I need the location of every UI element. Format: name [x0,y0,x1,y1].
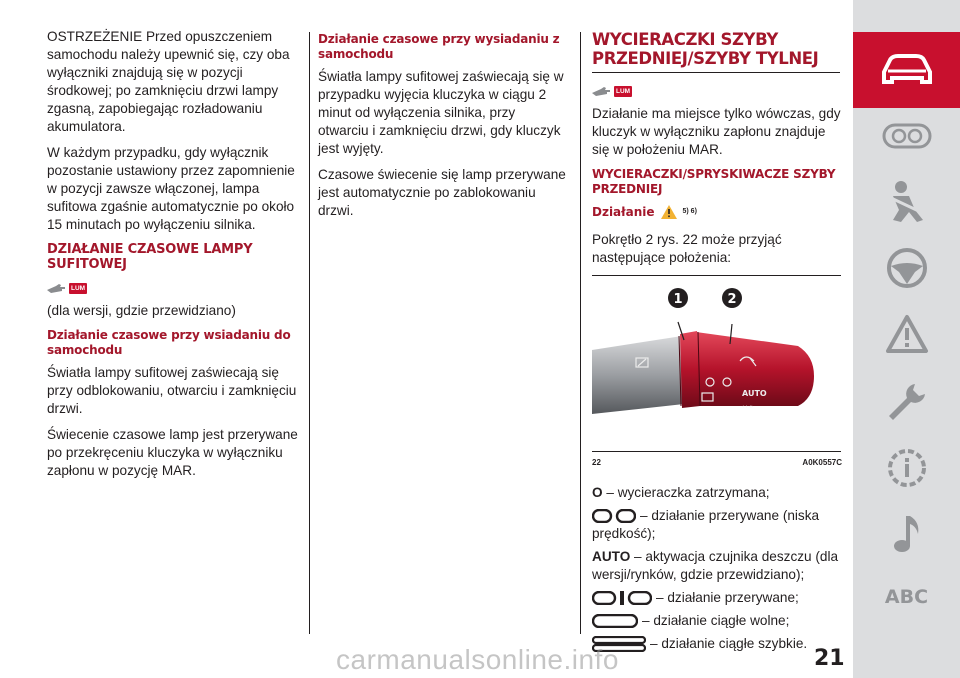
fast-text: – działanie ciągłe szybkie. [650,636,808,651]
warning-paragraph: OSTRZEŻENIE Przed opuszczeniem samochodu należy upewnić się, czy oba wyłączniki znajdują się w pozycji środkowej; po zamknięciu drzwi lampy zgasną, zapobiegając rozładowaniu akumulatora. [47,29,290,134]
subheading-entering: Działanie czasowe przy wsiadaniu do samochodu [47,328,291,357]
section-heading-timed-light: DZIAŁANIE CZASOWE LAMPY SUFITOWEJ [47,242,253,272]
speed-marks: ‹ › ‹› [742,404,754,410]
interval-low-speed-icon [592,509,636,523]
figure-number: 22 [592,458,601,467]
position-auto [592,548,842,584]
warning-triangle-icon [885,314,929,354]
wiper-stalk-illustration [592,276,841,451]
sidebar-item-driving[interactable] [853,246,960,290]
position-fast [592,635,842,653]
wiper-stalk-figure [592,275,841,452]
column-divider-2 [580,32,581,634]
dashboard-gauges-icon [882,123,932,149]
title-rule [592,72,840,73]
column-3 [592,30,842,658]
wrench-icon [885,380,929,424]
interval-icon [592,591,652,605]
auto-off-paragraph: W każdym przypadku, gdy wyłącznik pozostanie ustawiony przez zapomnienie w pozycji zawsze włączonej, lampa sufitowa zgaśnie automatycznie po około 15 minutach po wyłączeniu silnika. [47,145,295,232]
section-title-wipers: WYCIERACZKI SZYBY PRZEDNIEJ/SZYBY TYLNEJ [592,30,819,68]
music-note-icon [890,512,924,556]
warning-triangle-icon [661,205,677,219]
interval-low-text: – działanie przerywane (niska prędkość); [592,508,820,541]
sidebar-item-safety[interactable] [853,180,960,224]
position-auto-text: – aktywacja czujnika deszczu (dla wersji/rynków, gdzie przewidziano); [592,549,839,582]
continuous-slow-icon [592,614,638,628]
pointing-hand-icon [592,85,612,97]
warning-references: 5) 6) [682,208,697,215]
slow-text: – działanie ciągłe wolne; [642,613,790,628]
sidebar-item-dashboard[interactable] [853,123,960,149]
position-interval-low [592,507,842,543]
knob-positions-intro: Pokrętło 2 rys. 22 może przyjąć następujące położenia: [592,232,782,265]
pointing-hand-icon [47,282,67,294]
lum-badge: LUM [616,87,631,95]
operation-heading-row [592,203,842,221]
watermark: carmanualsonline.info [336,644,619,675]
operation-heading: Działanie [592,205,655,219]
entering-paragraph-1: Światła lampy sufitowej zaświecają się przy odblokowaniu, otwarciu i zamknięciu drzwi. [47,365,297,416]
subheading-exiting: Działanie czasowe przy wysiadaniu z samochodu [318,32,560,61]
callout-1: 1 [673,292,683,307]
sidebar-item-warnings[interactable] [853,314,960,354]
exiting-paragraph-1: Światła lampy sufitowej zaświecają się w przypadku wyjęcia kluczyka w ciągu 2 minut od wyłączenia silnika, przy otwarciu i zamknięciu drzwi, gdy kluczyk jest wyjęty. [318,69,564,156]
position-off-text: – wycieraczka zatrzymana; [606,485,770,500]
column-1 [47,28,301,488]
position-interval [592,589,842,607]
chapter-sidebar [853,0,960,678]
abc-index-label: ABC [884,586,929,608]
wipers-intro: Działanie ma miejsce tylko wówczas, gdy kluczyk w wyłączniku zapłonu znajduje się w położeniu MAR. [592,106,841,157]
entering-paragraph-2: Świecenie czasowe lamp jest przerywane po przekręceniu kluczyka w wyłączniku zapłonu w pozycję MAR. [47,427,298,478]
sidebar-item-maintenance[interactable] [853,380,960,424]
info-icon [885,446,929,490]
subheading-front-wipers: WYCIERACZKI/SPRYSKIWACZE SZYBY PRZEDNIEJ [592,167,836,196]
lum-reference [592,83,842,99]
callout-2: 2 [727,292,737,307]
lum-badge: LUM [71,284,86,292]
car-icon [878,52,936,86]
version-note: (dla wersji, gdzie przewidziano) [47,303,236,318]
sidebar-item-index[interactable] [853,586,960,608]
column-divider-1 [309,32,310,634]
page-number: 21 [814,646,845,671]
exiting-paragraph-2: Czasowe świecenie się lamp przerywane jest automatycznie po zablokowaniu drzwi. [318,167,566,218]
label-auto: AUTO [742,389,767,398]
column-2 [318,32,566,228]
seatbelt-icon [885,180,929,224]
position-slow [592,612,842,630]
position-auto-key: AUTO [592,549,631,564]
lum-reference [47,280,301,296]
position-off-key: O [592,485,603,500]
sidebar-item-technical-data[interactable] [853,446,960,490]
figure-code: A0K0557C [802,458,842,467]
steering-wheel-icon [885,246,929,290]
sidebar-item-car[interactable] [853,52,960,86]
figure-caption [592,454,842,472]
interval-text: – działanie przerywane; [656,590,799,605]
position-off [592,484,842,502]
sidebar-item-multimedia[interactable] [853,512,960,556]
